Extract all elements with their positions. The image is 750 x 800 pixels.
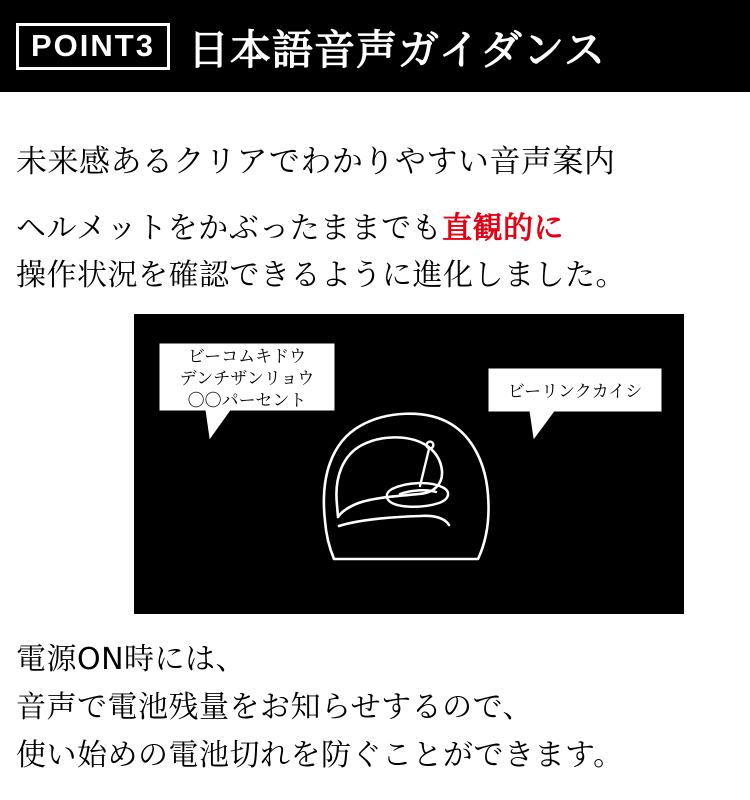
closing-line-3: 使い始めの電池切れを防ぐことができます。 [16,738,624,773]
body-paragraph [16,205,626,299]
body-paragraph-line-2: 操作状況を確認できるように進化しました。 [16,258,626,293]
body-paragraph-highlight: 直観的に [442,211,565,246]
closing-line-1: 電源ON時には、 [16,642,247,677]
left-bubble-line-1: ビーコムキドウ [187,347,307,367]
right-bubble-line-1: ビーリンクカイシ [507,382,643,402]
header-band [0,0,750,92]
point-badge: POINT3 [16,23,170,70]
page-title: 日本語音声ガイダンス [187,25,606,74]
body-paragraph-line-1 [16,205,626,252]
illustration-panel [134,314,684,614]
lead-text: 未来感あるクリアでわかりやすい音声案内 [16,144,616,180]
closing-paragraph [16,636,624,780]
left-bubble-line-2: デンチザンリョウ [179,369,315,389]
closing-line-2: 音声で電池残量をお知らせするので、 [16,690,533,725]
left-bubble-line-3: 〇〇パーセント [187,391,307,411]
body-paragraph-line-1-text: ヘルメットをかぶったままでも [16,211,443,246]
